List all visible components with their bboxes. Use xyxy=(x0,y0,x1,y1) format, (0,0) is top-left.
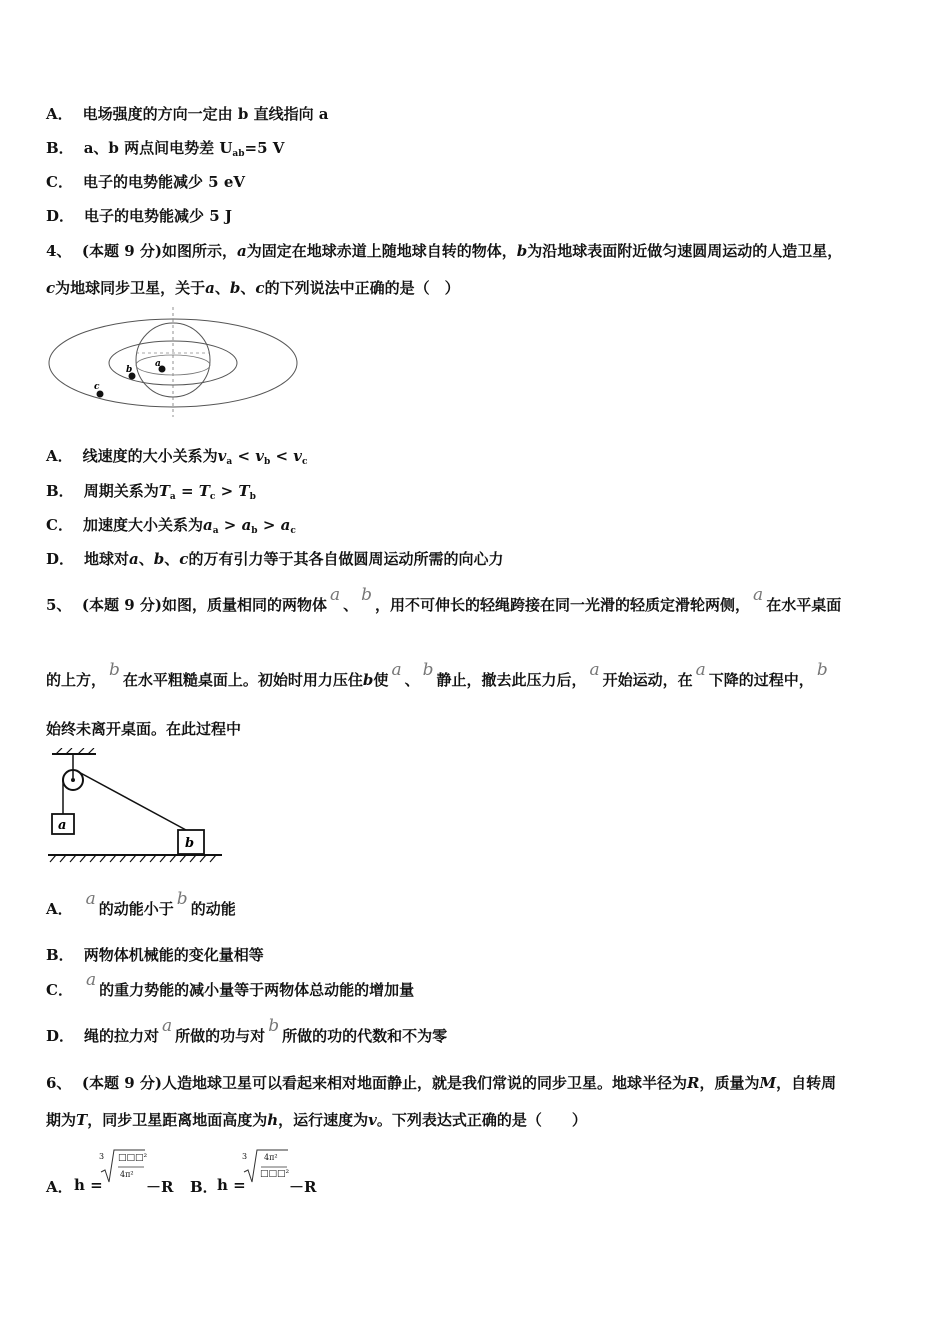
var-v: v xyxy=(368,1111,377,1129)
expr-op: = xyxy=(175,482,199,500)
q5-option-b[interactable] xyxy=(46,944,264,965)
question-points: (本题 9 分) xyxy=(81,242,162,260)
stem-text: 、 xyxy=(404,671,420,689)
stem-text: 的上方， xyxy=(46,671,107,689)
var-c: c xyxy=(255,279,265,297)
var-b: b xyxy=(361,585,373,605)
q4-option-b[interactable] xyxy=(46,480,256,502)
option-label: C． xyxy=(46,981,73,999)
var-c: c xyxy=(179,550,189,568)
stem-text: ，运行速度为 xyxy=(278,1111,369,1129)
expr-op: < xyxy=(270,447,294,465)
stem-text: ，同步卫星距离地面高度为 xyxy=(87,1111,268,1129)
var-a: a xyxy=(391,660,402,680)
option-label: B． xyxy=(46,482,74,500)
var-a: a xyxy=(236,242,247,260)
stem-text: 在水平桌面 xyxy=(766,596,842,614)
option-text: 线速度的大小关系为 xyxy=(82,447,218,465)
stem-text: 为固定在地球赤道上随地球自转的物体， xyxy=(246,242,517,260)
option-text: 地球对 xyxy=(84,550,130,568)
var-h: h xyxy=(267,1111,279,1129)
expr-op: < xyxy=(232,447,256,465)
option-label: A． xyxy=(46,105,73,123)
option-text: 周期关系为 xyxy=(83,482,159,500)
expr-op: > xyxy=(218,516,242,534)
formula-rhs: －R xyxy=(146,1178,174,1196)
stem-text: 人造地球卫星可以看起来相对地面静止，就是我们常说的同步卫星。地球半径为 xyxy=(161,1074,687,1092)
expr-sub: a xyxy=(169,492,176,502)
var-b: b xyxy=(109,660,120,680)
var-c: c xyxy=(46,279,56,297)
q5-stem-line1 xyxy=(46,585,842,615)
q4-option-c[interactable] xyxy=(46,514,296,536)
question-number: 4、 xyxy=(46,242,72,260)
var-R: R xyxy=(686,1074,700,1092)
expr-part: a xyxy=(280,516,291,534)
figure-label-a: a xyxy=(155,359,161,369)
stem-text: 下降的过程中， xyxy=(708,671,814,689)
var-M: M xyxy=(759,1074,777,1092)
option-text: 两物体机械能的变化量相等 xyxy=(83,946,264,964)
fraction-numerator: 4π² xyxy=(264,1153,278,1162)
option-text: a、b 两点间电势差 U xyxy=(83,139,233,157)
option-text: 电子的电势能减少 5 J xyxy=(84,207,232,225)
stem-text: 使 xyxy=(373,671,389,689)
subscript: ab xyxy=(232,149,245,159)
fraction-denominator: 4π² xyxy=(120,1170,134,1179)
stem-text: 静止，撤去此压力后， xyxy=(436,671,587,689)
stem-text: 期为 xyxy=(46,1111,77,1129)
option-text: 的动能小于 xyxy=(98,900,174,918)
option-label: D． xyxy=(46,1027,75,1045)
expr-op: > xyxy=(257,516,281,534)
option-label: C． xyxy=(46,173,73,191)
root-index: 3 xyxy=(242,1152,248,1161)
option-text: 的重力势能的减小量等于两物体总动能的增加量 xyxy=(99,981,415,999)
q4-stem-line1 xyxy=(46,240,842,261)
var-a: a xyxy=(85,889,96,909)
separator: 、 xyxy=(138,550,154,568)
option-text: 电场强度的方向一定由 b 直线指向 a xyxy=(82,105,329,123)
stem-text: 的下列说法中正确的是（ ） xyxy=(264,279,460,297)
expr-sub: b xyxy=(251,526,258,536)
option-text: 电子的电势能减少 5 eV xyxy=(82,173,246,191)
option-label: C． xyxy=(46,516,73,534)
fraction-numerator: □□□² xyxy=(118,1153,148,1163)
var-a: a xyxy=(695,660,706,680)
stem-text: 如图，质量相同的两物体 xyxy=(161,596,327,614)
expr-sub: a xyxy=(226,457,233,467)
option-text-tail: =5 V xyxy=(244,139,285,157)
expr-sub: c xyxy=(290,526,296,536)
option-label: D． xyxy=(46,207,75,225)
var-b: b xyxy=(268,1016,280,1036)
var-b: b xyxy=(816,660,828,680)
var-b: b xyxy=(229,279,241,297)
expr-part: T xyxy=(158,482,170,500)
option-text: 所做的功与对 xyxy=(175,1027,266,1045)
expr-part: v xyxy=(217,447,227,465)
stem-text: 在水平粗糙桌面上。初始时用力压住 xyxy=(122,671,363,689)
expr-sub: c xyxy=(301,457,308,467)
stem-text: 如图所示， xyxy=(161,242,237,260)
q6-stem-line2 xyxy=(46,1109,587,1130)
option-label: B． xyxy=(46,946,74,964)
q4-option-d[interactable] xyxy=(46,548,503,569)
expr-part: v xyxy=(293,447,302,465)
question-points: (本题 9 分) xyxy=(81,1074,162,1092)
expr-part: T xyxy=(198,482,210,500)
var-b: b xyxy=(516,242,528,260)
fraction-denominator: □□□² xyxy=(260,1169,290,1179)
option-text: 绳的拉力对 xyxy=(84,1027,160,1045)
option-text: 的万有引力等于其各自做圆周运动所需的向心力 xyxy=(188,550,504,568)
q3-option-b[interactable] xyxy=(46,137,284,159)
option-label: D． xyxy=(46,550,75,568)
figure-label-c: c xyxy=(94,382,100,392)
separator: 、 xyxy=(214,279,230,297)
stem-text: 开始运动，在 xyxy=(602,671,693,689)
figure-label-b: b xyxy=(126,365,133,375)
option-label: A． xyxy=(46,900,73,918)
formula-lhs: h = xyxy=(217,1176,246,1194)
stem-text: 为沿地球表面附近做匀速圆周运动的人造卫星， xyxy=(527,242,843,260)
figure-label-a: a xyxy=(58,818,67,833)
stem-text: ，自转周 xyxy=(776,1074,837,1092)
var-a: a xyxy=(589,660,600,680)
q5-option-a[interactable] xyxy=(46,889,236,919)
question-number: 5、 xyxy=(46,596,72,614)
separator: 、 xyxy=(240,279,256,297)
root-index: 3 xyxy=(99,1152,105,1161)
option-label: A． xyxy=(46,1178,73,1196)
expr-sub: b xyxy=(249,492,256,502)
var-b: b xyxy=(422,660,434,680)
q4-stem-line2 xyxy=(46,277,460,298)
q5-stem-line3 xyxy=(46,718,241,739)
stem-text: 、 xyxy=(343,596,359,614)
var-a: a xyxy=(85,970,97,990)
var-b: b xyxy=(176,889,188,909)
stem-text: 始终未离开桌面。在此过程中 xyxy=(46,720,242,738)
q6-stem-line1 xyxy=(46,1072,836,1093)
var-a: a xyxy=(753,585,764,605)
expr-sub: b xyxy=(263,457,271,467)
expr-part: a xyxy=(202,516,213,534)
option-text: 加速度大小关系为 xyxy=(82,516,203,534)
q5-pulley-figure xyxy=(46,748,226,868)
var-a: a xyxy=(205,279,215,297)
separator: 、 xyxy=(164,550,180,568)
var-a: a xyxy=(129,550,139,568)
var-a: a xyxy=(329,585,341,605)
q4-orbit-figure xyxy=(46,305,302,423)
option-text: 所做的功的代数和不为零 xyxy=(282,1027,448,1045)
stem-text: ，用不可伸长的轻绳跨接在同一光滑的轻质定滑轮两侧， xyxy=(375,596,751,614)
question-points: (本题 9 分) xyxy=(81,596,162,614)
q3-option-d[interactable] xyxy=(46,205,232,226)
q5-option-d[interactable] xyxy=(46,1016,448,1046)
var-a: a xyxy=(162,1016,173,1036)
q5-stem-line2 xyxy=(46,660,831,690)
var-b: b xyxy=(362,671,374,689)
expr-part: a xyxy=(241,516,252,534)
question-number: 6、 xyxy=(46,1074,72,1092)
stem-text: 。下列表达式正确的是（ ） xyxy=(376,1111,587,1129)
expr-part: v xyxy=(255,447,264,465)
expr-op: > xyxy=(215,482,239,500)
stem-text: 为地球同步卫星，关于 xyxy=(55,279,206,297)
q4-option-a[interactable] xyxy=(46,445,307,467)
var-T: T xyxy=(76,1111,88,1129)
formula-lhs: h = xyxy=(74,1176,103,1194)
expr-sub: a xyxy=(212,526,219,536)
q3-option-c[interactable] xyxy=(46,171,245,192)
q3-option-a[interactable] xyxy=(46,103,329,124)
var-b: b xyxy=(153,550,165,568)
option-label: A． xyxy=(46,447,73,465)
option-label: B． xyxy=(46,139,74,157)
expr-sub: c xyxy=(209,492,216,502)
expr-part: T xyxy=(238,482,250,500)
q5-option-c[interactable] xyxy=(46,970,415,1000)
figure-label-b: b xyxy=(185,836,195,851)
formula-rhs: －R xyxy=(289,1178,317,1196)
stem-text: ，质量为 xyxy=(699,1074,760,1092)
option-text: 的动能 xyxy=(190,900,236,918)
option-label: B． xyxy=(190,1178,218,1196)
